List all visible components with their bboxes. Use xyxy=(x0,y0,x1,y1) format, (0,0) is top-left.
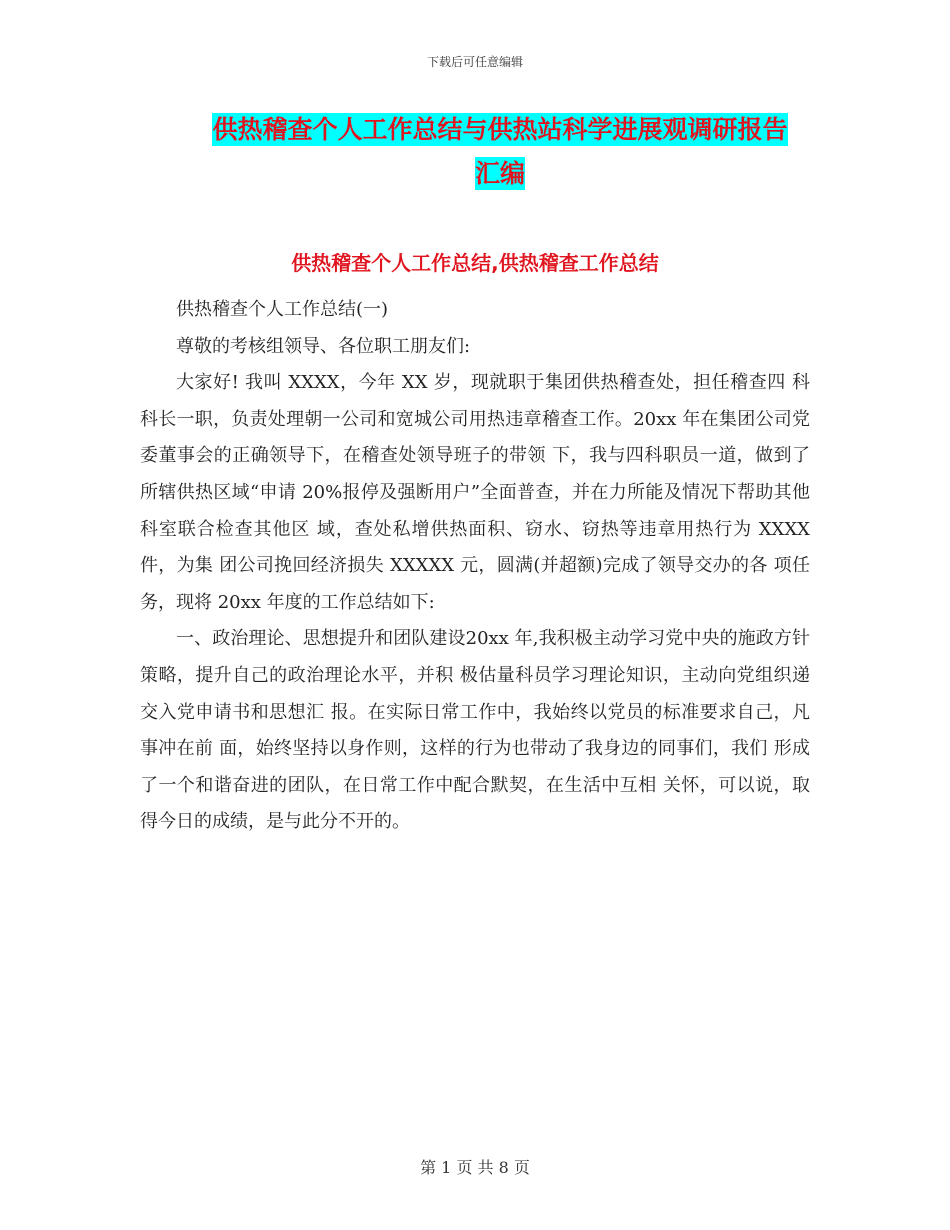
paragraph-subtitle: 供热稽查个人工作总结(一) xyxy=(176,299,389,320)
main-title-line2: 汇编 xyxy=(474,159,525,188)
page-number: 第 1 页 共 8 页 xyxy=(420,1158,530,1177)
paragraph-salutation: 尊敬的考核组领导、各位职工朋友们: xyxy=(176,335,471,357)
paragraph-introduction: 大家好! 我叫 XXXX，今年 XX 岁，现就职于集团供热稽查处，担任稽查四 科科长一职，负责处理朝一公司和宽城公司用热违章稽查工作。20xx 年在集团公司党委董事会的正确领导下，在稽查处领导班子的带领 下，我与四科职员一道，做到了所辖供热区域“申请 20%报停及强断用户”全面普查，并在力所能及情况下帮助其他科室联合检查其他区 域，查处私增供热面积、窃水、窃热等违章用热行为 XXXX 件，为集 团公司挽回经济损失 XXXXX 元，圆满(并超额)完成了领导交办的各 项任务，现将 20xx 年度的工作总结如下: xyxy=(140,372,810,613)
header-note: 下载后可任意编辑 xyxy=(426,55,523,69)
section-title: 供热稽查个人工作总结,供热稽查工作总结 xyxy=(291,251,659,275)
body-text xyxy=(140,292,810,841)
paragraph-section-one: 一、政治理论、思想提升和团队建设20xx 年,我积极主动学习党中央的施政方针策略，提升自己的政治理论水平，并积 极估量科员学习理论知识，主动向党组织递交入党申请书和思想汇 报。在实际日常工作中，我始终以党员的标准要求自己，凡事冲在前 面，始终坚持以身作则，这样的行为也带动了我身边的同事们，我们 形成了一个和谐奋进的团队，在日常工作中配合默契，在生活中互相 关怀，可以说，取得今日的成绩，是与此分不开的。 xyxy=(140,628,810,833)
main-title-line1: 供热稽查个人工作总结与供热站科学进展观调研报告 xyxy=(212,115,788,144)
main-title xyxy=(140,108,860,196)
